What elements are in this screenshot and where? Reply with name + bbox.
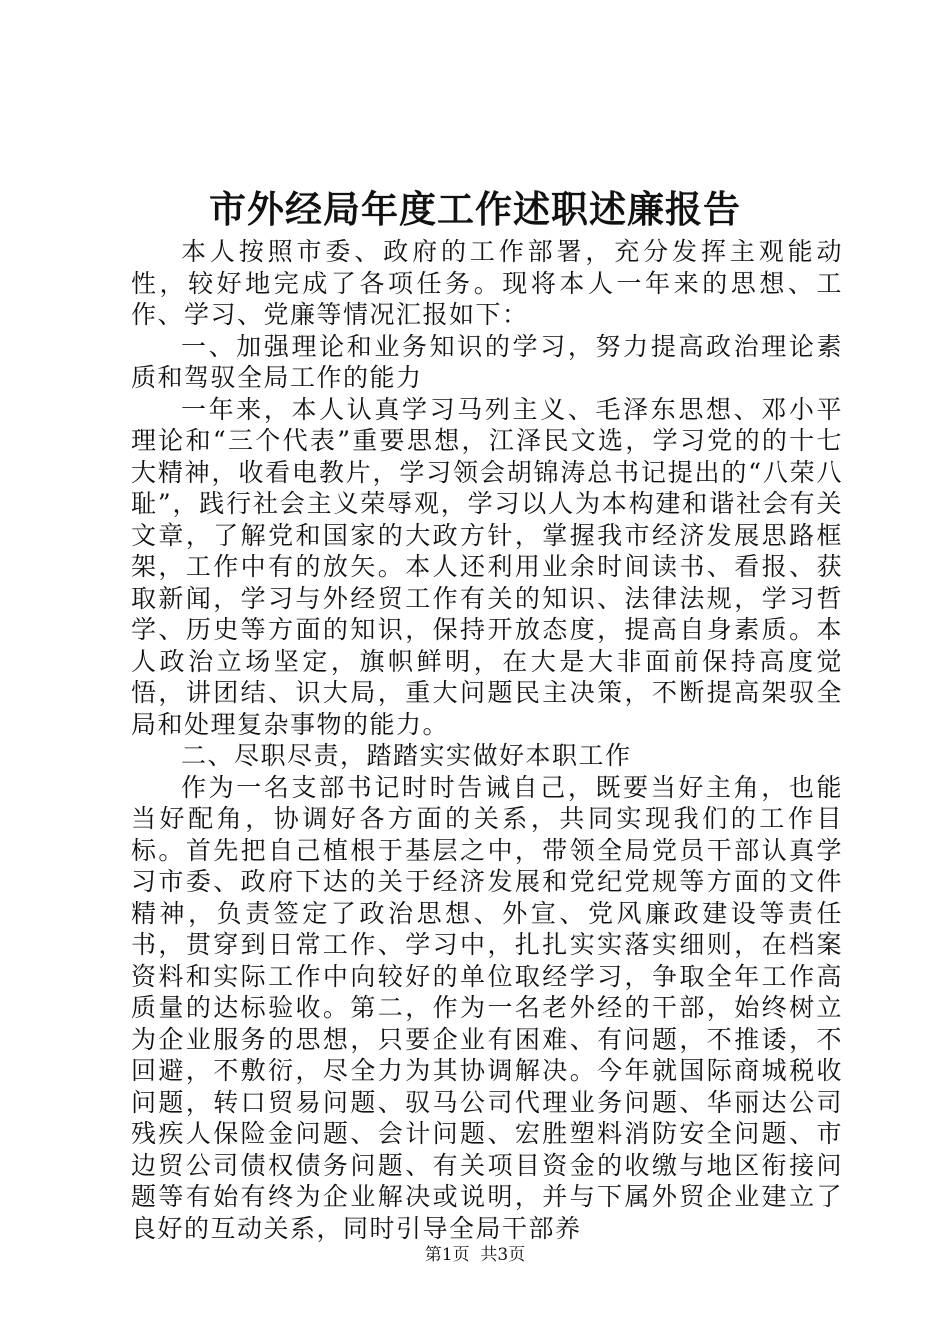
section-2-paragraph: 作为一名支部书记时时告诫自己，既要当好主角，也能当好配角，协调好各方面的关系，共同实现我们的工作目标。首先把自己植根于基层之中，带领全局党员干部认真学习市委、政府下达的关于经济发展和党纪党规等方面的文件精神，负责签定了政治思想、外宣、党风廉政建设等责任书，贯穿到日常工作、学习中，扎扎实实落实细则，在档案资料和实际工作中向较好的单位取经学习，争取全年工作高质量的达标验收。第二，作为一名老外经的干部，始终树立为企业服务的思想，只要企业有困难、有问题，不推诿，不回避，不敷衍，尽全力为其协调解决。今年就国际商城税收问题，转口贸易问题、驭马公司代理业务问题、华丽达公司残疾人保险金问题、会计问题、宏胜塑料消防安全问题、市边贸公司债权债务问题、有关项目资金的收缴与地区衔接问题等有始有终为企业解决或说明，并与下属外贸企业建立了良好的互动关系，同时引导全局干部养 [131, 772, 843, 1243]
section-heading-2: 二、尽职尽责，踏踏实实做好本职工作 [181, 741, 632, 770]
intro-paragraph: 本人按照市委、政府的工作部署，充分发挥主观能动性，较好地完成了各项任务。现将本人一年来的思想、工作、学习、党廉等情况汇报如下： [131, 237, 843, 329]
section-1-paragraph: 一年来，本人认真学习马列主义、毛泽东思想、邓小平理论和“三个代表”重要思想，江泽民文选，学习党的的十七大精神，收看电教片，学习领会胡锦涛总书记提出的“八荣八耻”，践行社会主义荣辱观，学习以人为本构建和谐社会有关文章，了解党和国家的大政方针，掌握我市经济发展思路框架，工作中有的放矢。本人还利用业余时间读书、看报、获取新闻，学习与外经贸工作有关的知识、法律法规，学习哲学、历史等方面的知识，保持开放态度，提高自身素质。本人政治立场坚定，旗帜鲜明，在大是大非面前保持高度觉悟，讲团结、识大局，重大问题民主决策，不断提高架驭全局和处理复杂事物的能力。 [131, 394, 843, 739]
document-title: 市外经局年度工作述职述廉报告 [209, 187, 741, 231]
page-number-label: 第1页 共3页 [424, 1245, 526, 1265]
document-body [131, 236, 843, 1244]
page-footer [0, 1244, 950, 1266]
section-heading-1: 一、加强理论和业务知识的学习，努力提高政治理论素质和驾驭全局工作的能力 [131, 331, 843, 392]
